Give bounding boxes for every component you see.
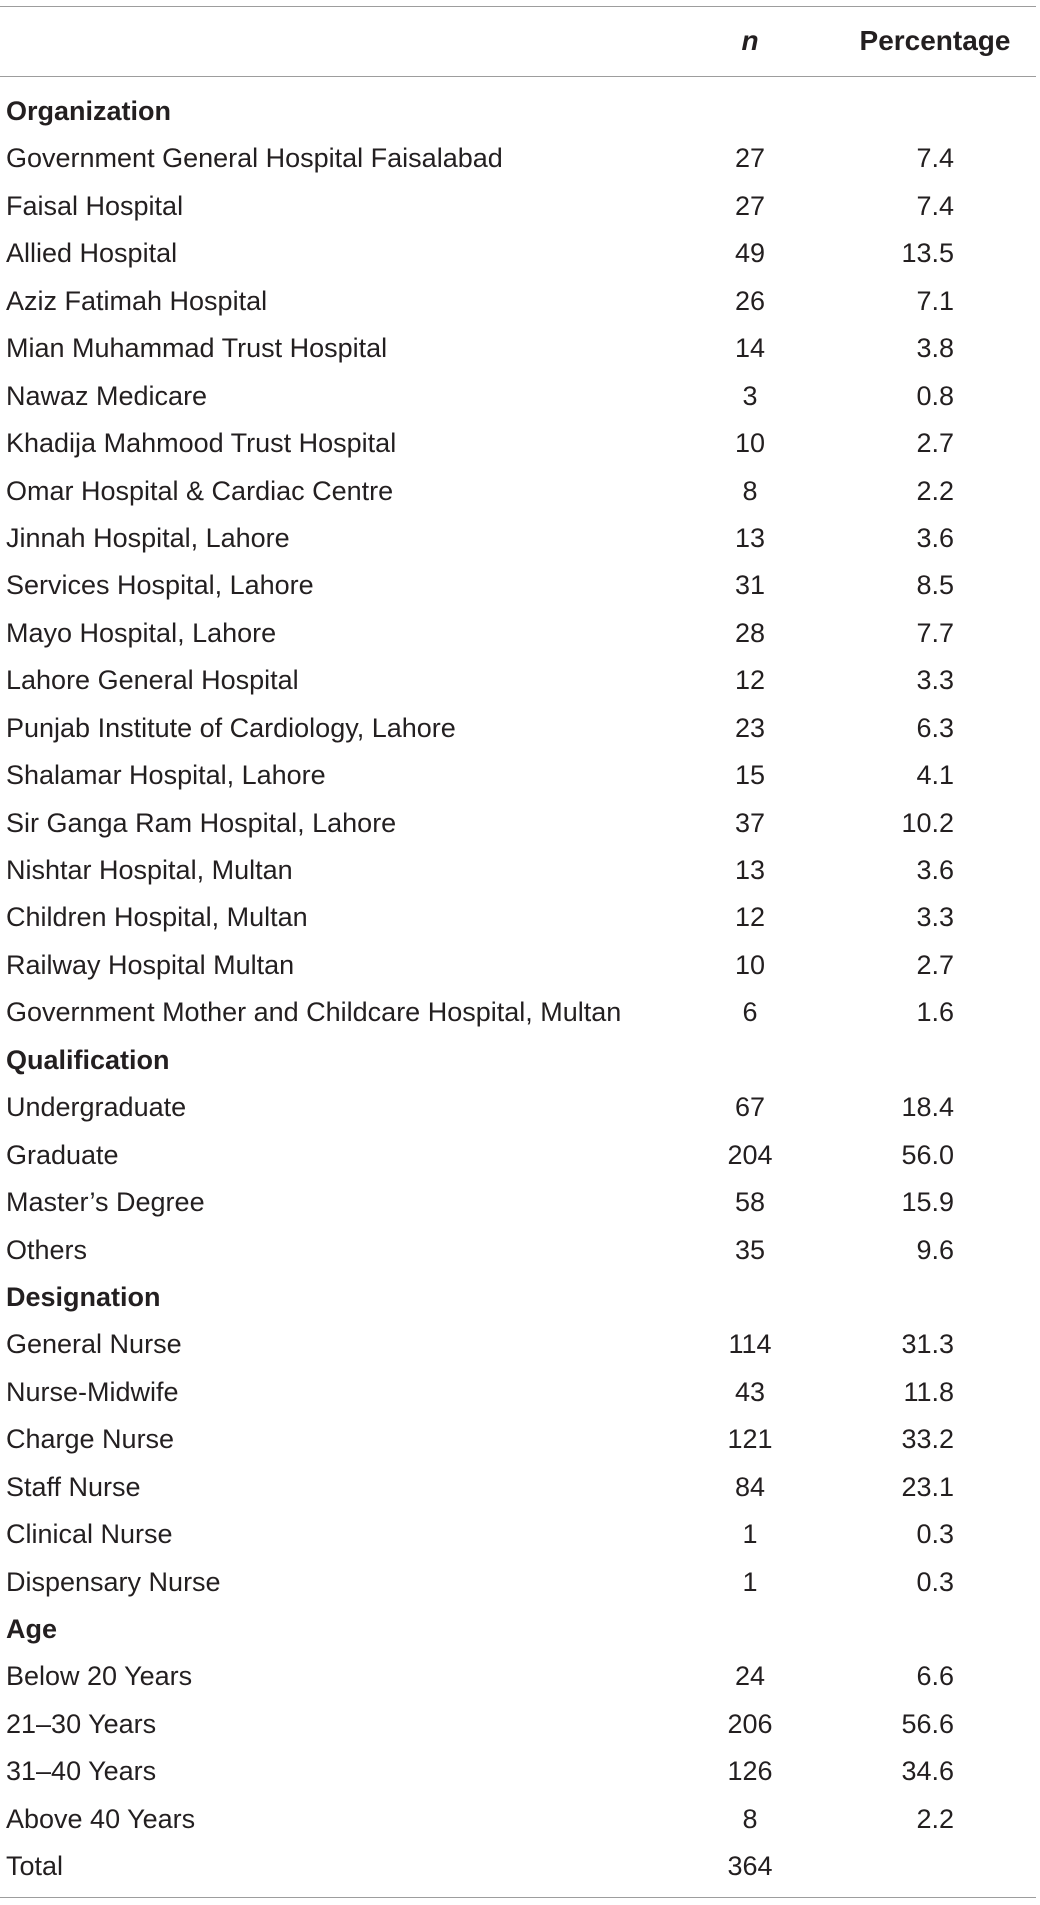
table-row [0,1511,1040,1558]
row-n-value: 15 [734,760,766,791]
row-label: Faisal Hospital [6,190,184,221]
table-row [0,325,1040,372]
table-row [0,610,1040,657]
row-label: Master’s Degree [6,1187,205,1218]
table-row [0,562,1040,609]
row-percentage-value: 2.2 [916,1803,954,1834]
row-n-value: 1 [742,1519,758,1550]
row-n-value: 67 [734,1092,766,1123]
table-row [0,1843,1040,1890]
row-percentage-value: 8.5 [916,570,954,601]
table-row [0,183,1040,230]
row-n-value: 364 [727,1851,773,1882]
row-label: Children Hospital, Multan [6,902,308,933]
row-label: Nurse-Midwife [6,1376,179,1407]
table-row [0,1559,1040,1606]
row-n-value: 121 [727,1424,773,1455]
row-label: Below 20 Years [6,1661,193,1692]
row-label: Allied Hospital [6,238,178,269]
row-percentage-value: 11.8 [903,1376,954,1407]
table-row [0,1701,1040,1748]
row-n-value: 27 [734,190,766,221]
table-row [0,1227,1040,1274]
row-n-value: 23 [734,712,766,743]
table-row [0,942,1040,989]
row-n-value: 84 [734,1471,766,1502]
row-label: Jinnah Hospital, Lahore [6,522,290,553]
row-label: 31–40 Years [6,1756,157,1787]
row-percentage-value: 1.6 [916,997,954,1028]
row-label: Charge Nurse [6,1424,175,1455]
row-label: Government Mother and Childcare Hospital, Multan [6,997,622,1028]
row-n-value: 8 [742,1803,758,1834]
row-label: General Nurse [6,1329,182,1360]
table-row [0,515,1040,562]
table-row [0,135,1040,182]
table-row [0,1653,1040,1700]
row-n-value: 3 [742,380,758,411]
table-row [0,1321,1040,1368]
row-label: Graduate [6,1139,119,1170]
row-percentage-value: 3.3 [916,665,954,696]
row-percentage-value: 3.3 [916,902,954,933]
row-n-value: 12 [734,665,766,696]
row-n-value: 49 [734,238,766,269]
row-label: Dispensary Nurse [6,1566,221,1597]
row-n-value: 13 [734,855,766,885]
table-row [0,847,1040,894]
row-percentage-value: 0.8 [916,380,954,411]
row-label: Sir Ganga Ram Hospital, Lahore [6,807,397,838]
table-bottom-rule [0,1897,1036,1898]
section-label: Designation [6,1281,161,1312]
row-n-value: 6 [742,997,758,1028]
row-percentage-value: 6.3 [916,712,954,743]
row-label: Total [6,1851,64,1882]
row-percentage-value: 7.4 [916,190,954,221]
row-percentage-value: 7.4 [916,143,954,174]
row-n-value: 8 [742,475,758,506]
row-percentage-value: 23.1 [901,1471,954,1502]
row-label: Others [6,1234,88,1265]
row-percentage-value: 0.3 [916,1519,954,1550]
row-n-value: 28 [734,617,766,648]
row-label: Above 40 Years [6,1803,196,1834]
row-n-value: 35 [734,1234,766,1265]
table-row [0,1084,1040,1131]
table-row [0,420,1040,467]
row-percentage-value: 56.6 [901,1708,954,1739]
row-percentage-value: 2.7 [916,428,954,459]
table-row [0,800,1040,847]
header-n: n [741,25,759,56]
row-label: Shalamar Hospital, Lahore [6,760,326,791]
row-n-value: 126 [727,1756,773,1787]
row-percentage-value: 2.7 [916,949,954,980]
row-n-value: 31 [734,570,766,601]
row-n-value: 14 [734,333,766,364]
row-percentage-value: 6.6 [916,1661,954,1692]
row-percentage-value: 3.6 [916,522,954,553]
table-row [0,1748,1040,1795]
row-label: Aziz Fatimah Hospital [6,285,268,316]
row-label: 21–30 Years [6,1708,157,1739]
row-label: Omar Hospital & Cardiac Centre [6,475,394,506]
table-row [0,373,1040,420]
row-label: Khadija Mahmood Trust Hospital [6,428,397,459]
row-percentage-value: 0.3 [916,1566,954,1597]
row-label: Clinical Nurse [6,1519,173,1550]
row-percentage-value: 18.4 [901,1092,954,1123]
row-n-value: 204 [727,1139,773,1170]
section-label: Age [6,1614,58,1644]
row-percentage-value: 3.8 [916,333,954,364]
table-header-row [0,6,1040,76]
row-percentage-value: 2.2 [916,475,954,506]
row-percentage-value: 7.1 [916,285,954,316]
row-percentage-value: 31.3 [901,1329,954,1360]
table-header-rule [0,76,1036,77]
row-label: Lahore General Hospital [6,665,299,696]
table-row [0,278,1040,325]
row-label: Services Hospital, Lahore [6,570,314,601]
row-label: Government General Hospital Faisalabad [6,143,503,174]
section-header-row [0,88,1040,135]
row-n-value: 13 [734,522,766,553]
row-n-value: 26 [734,285,766,316]
row-label: Punjab Institute of Cardiology, Lahore [6,712,456,743]
row-n-value: 114 [728,1329,772,1360]
row-n-value: 12 [734,902,766,933]
section-header-row [0,1274,1040,1321]
table-row [0,1132,1040,1179]
table-body [0,88,1040,1891]
section-label: Organization [6,96,172,126]
row-percentage-value: 34.6 [901,1756,954,1787]
row-label: Undergraduate [6,1092,187,1123]
row-percentage-value: 10.2 [901,807,954,838]
header-percentage: Percentage [859,25,1011,56]
table-row [0,468,1040,515]
table-row [0,752,1040,799]
table-row [0,1416,1040,1463]
row-n-value: 1 [742,1566,758,1597]
row-label: Staff Nurse [6,1471,141,1502]
table-row [0,657,1040,704]
row-n-value: 10 [734,949,766,980]
table-row [0,230,1040,277]
row-label: Nawaz Medicare [6,380,208,411]
row-label: Nishtar Hospital, Multan [6,855,293,885]
row-label: Mian Muhammad Trust Hospital [6,333,388,364]
row-n-value: 206 [727,1708,773,1739]
row-n-value: 10 [734,428,766,459]
table-row [0,894,1040,941]
row-n-value: 37 [734,807,766,838]
table-row [0,989,1040,1036]
row-percentage-value: 9.6 [916,1234,954,1265]
table-row [0,705,1040,752]
row-n-value: 58 [734,1187,766,1218]
row-n-value: 27 [734,143,766,174]
row-percentage-value: 3.6 [916,855,954,885]
row-percentage-value: 4.1 [916,760,954,791]
table-row [0,1796,1040,1843]
row-percentage-value: 15.9 [901,1187,954,1218]
row-n-value: 24 [734,1661,766,1692]
section-label: Qualification [6,1044,170,1075]
row-label: Mayo Hospital, Lahore [6,617,277,648]
row-percentage-value: 7.7 [916,617,954,648]
row-label: Railway Hospital Multan [6,949,295,980]
table-row [0,1369,1040,1416]
row-n-value: 43 [734,1376,766,1407]
row-percentage-value: 56.0 [901,1139,954,1170]
section-header-row [0,1606,1040,1653]
table-row [0,1464,1040,1511]
section-header-row [0,1037,1040,1084]
row-percentage-value: 13.5 [901,238,954,269]
row-percentage-value: 33.2 [901,1424,954,1455]
table-row [0,1179,1040,1226]
